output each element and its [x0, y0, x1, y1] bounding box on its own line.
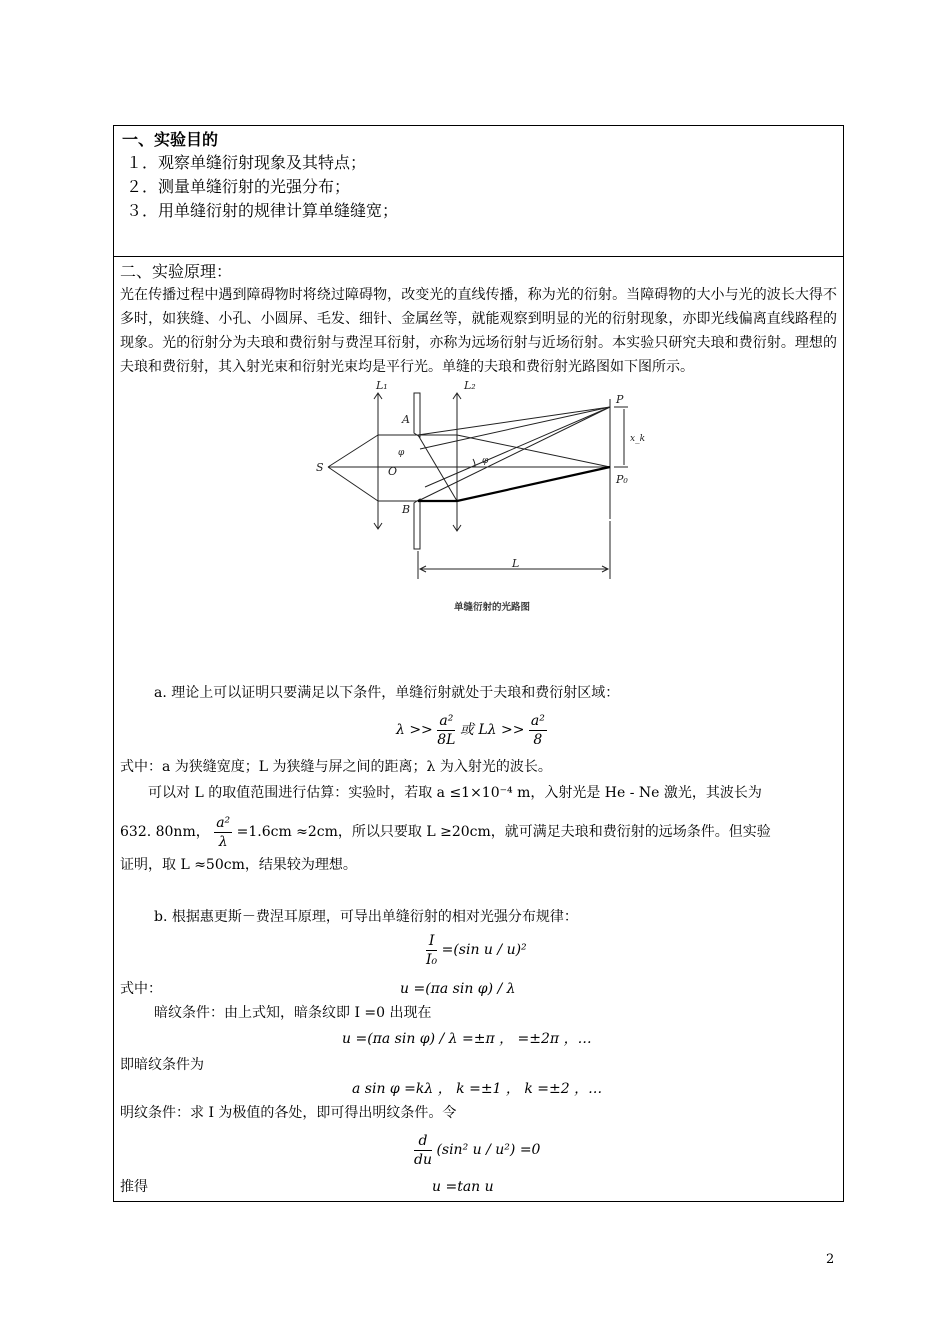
part-a-intro: a. 理论上可以证明只要满足以下条件，单缝衍射就处于夫琅和费衍射区域： [154, 685, 620, 701]
label-A: A [402, 413, 410, 426]
dark-fringe-label: 即暗纹条件为 [120, 1057, 204, 1073]
principle-heading: 二、实验原理： [120, 262, 233, 281]
bright-fringe-intro: 明纹条件：求 I 为极值的各处，即可得出明纹条件。令 [120, 1105, 457, 1121]
derivative-den: du [414, 1151, 432, 1168]
label-B: B [402, 503, 411, 516]
dark-fringe-formula: u =(πa sin φ) / λ =±π ， =±2π ，… [342, 1031, 592, 1047]
label-phi-2: φ [482, 456, 489, 466]
intensity-fraction [426, 932, 437, 969]
derivative-num: d [414, 1132, 432, 1151]
part-a-estimate-2 [120, 810, 771, 854]
result-label: 推得 [120, 1179, 148, 1195]
intensity-den: I₀ [426, 951, 438, 968]
frac2-den: 8 [533, 731, 543, 748]
fraction-1 [437, 712, 455, 749]
estimate-frac-num: a² [216, 814, 231, 831]
label-xk: x_k [630, 434, 646, 444]
label-O: O [388, 465, 398, 478]
estimate-frac-den: λ [218, 833, 228, 850]
derivative-fraction [414, 1132, 432, 1169]
formula-mid: 或 Lλ >> [459, 722, 525, 738]
page-number: 2 [826, 1252, 835, 1267]
part-b-intro: b. 根据惠更斯－费涅耳原理，可导出单缝衍射的相对光强分布规律： [154, 909, 578, 925]
objective-item-3: ３．用单缝衍射的规律计算单缝缝宽； [126, 201, 399, 220]
label-phi-1: φ [398, 448, 405, 458]
dark-fringe-intro: 暗纹条件：由上式知，暗条纹即 I =0 出现在 [154, 1005, 432, 1021]
dark-fringe-condition: a sin φ =kλ ， k =±1 ， k =±2 ，… [352, 1081, 603, 1097]
label-S: S [316, 461, 324, 474]
bright-fringe-formula [414, 1128, 540, 1172]
estimate-text: =1.6cm ≈2cm，所以只要取 L ≥20cm，就可满足夫琅和费衍射的远场条件。但实验 [236, 824, 771, 840]
frac2-num: a² [530, 712, 545, 729]
section-divider [114, 256, 843, 257]
diffraction-figure [120, 379, 837, 651]
part-a-estimate-3: 证明，取 L ≈50cm，结果较为理想。 [120, 857, 357, 873]
part-a-where: 式中：a 为狭缝宽度；L 为狭缝与屏之间的距离；λ 为入射光的波长。 [120, 759, 552, 775]
intensity-num: I [426, 932, 437, 951]
estimate-fraction [214, 814, 232, 851]
far-field-condition [396, 708, 547, 752]
objectives-heading: 一、实验目的 [122, 130, 219, 149]
formula-lhs: λ >> [396, 722, 433, 738]
principle-intro: 光在传播过程中遇到障碍物时将绕过障碍物，改变光的直线传播，称为光的衍射。当障碍物的大小与光的波长大得不多时，如狭缝、小孔、小圆屏、毛发、细针、金属丝等，就能观察到明显的光的衍射现象，亦即光线偏离直线路程的现象。光的衍射分为夫琅和费衍射与费涅耳衍射，亦称为远场衍射与近场衍射。本实验只研究夫琅和费衍射。理想的夫琅和费衍射，其入射光束和衍射光束均是平行光。单缝的夫琅和费衍射光路图如下图所示。 [120, 287, 837, 375]
section-principle [120, 261, 837, 651]
part-b-where-formula: u =(πa sin φ) / λ [400, 981, 516, 997]
frac1-num: a² [437, 712, 455, 731]
intensity-rhs: =(sin u / u)² [441, 942, 527, 958]
label-L: L [512, 557, 520, 570]
part-a-estimate-1: 可以对 L 的取值范围进行估算：实验时，若取 a ≤1×10⁻⁴ m，入射光是 He - Ne 激光，其波长为 [148, 785, 762, 801]
label-L2: L₂ [464, 379, 476, 392]
label-P0: P₀ [616, 473, 628, 486]
figure-caption: 单缝衍射的光路图 [454, 602, 531, 613]
objective-item-1: １．观察单缝衍射现象及其特点； [126, 153, 367, 172]
objective-item-2: ２．测量单缝衍射的光强分布； [126, 177, 351, 196]
part-b-where-label: 式中： [120, 981, 162, 997]
content-table [113, 125, 844, 1202]
label-P: P [616, 393, 624, 406]
optical-path-diagram [120, 379, 839, 619]
estimate-wavelength: 632. 80nm， [120, 824, 210, 840]
label-L1: L₁ [376, 379, 388, 392]
derivative-rhs: (sin² u / u²) =0 [436, 1142, 541, 1158]
frac1-den: 8L [437, 731, 456, 748]
section-objectives [122, 129, 835, 223]
fraction-2 [529, 712, 547, 749]
intensity-formula [426, 928, 527, 972]
result-formula: u =tan u [432, 1179, 494, 1195]
